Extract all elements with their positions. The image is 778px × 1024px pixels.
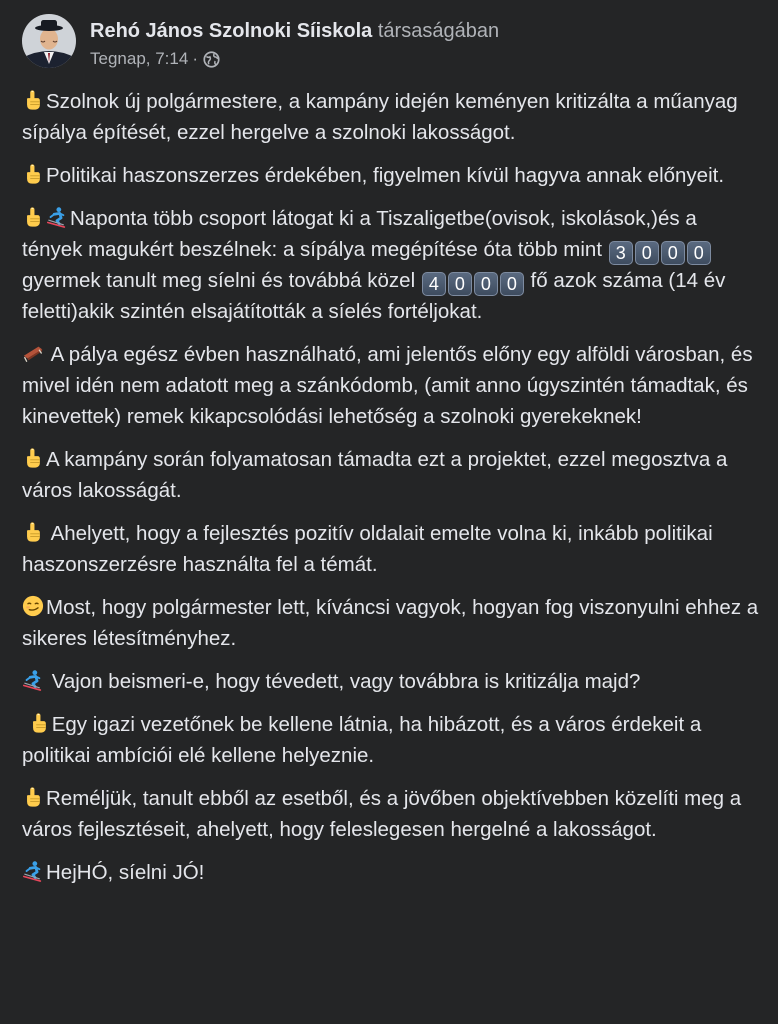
- pointing-up-emoji: [22, 206, 44, 228]
- keycap-digit: 3: [609, 241, 633, 265]
- pointing-up-emoji: [22, 163, 44, 185]
- post-meta: [90, 48, 220, 70]
- post-paragraph: [22, 86, 762, 148]
- author-context: társaságában: [377, 20, 500, 42]
- paragraph-text: Reméljük, tanult ebből az esetből, és a jövőben objektívebben közelíti meg a város fejlesztéseit, ahelyett, hogy feleslegesen hergelné a lakosságot.: [22, 787, 742, 841]
- keycap-digit: 0: [448, 272, 472, 296]
- keycap-digit: 0: [635, 241, 659, 265]
- skier-emoji: [22, 860, 44, 882]
- pointing-up-emoji: [22, 447, 44, 469]
- sled-emoji: [22, 342, 44, 364]
- paragraph-text: Egy igazi vezetőnek be kellene látnia, ha hibázott, és a város érdekeit a politikai ambíciói elé kellene helyeznie.: [22, 713, 702, 767]
- paragraph-text: Naponta több csoport látogat ki a Tiszaligetbe(ovisok, iskolások,)és a tények magukért beszélnek: a sípálya megépítése óta több mint: [22, 207, 697, 261]
- post-header: [22, 14, 758, 74]
- paragraph-text: A pálya egész évben használható, ami jelentős előny egy alföldi városban, és mivel idén nem adatott meg a szánkódomb, (amit anno úgyszintén támadtak, és kinevettek) remek kikapcsolódási lehetőség a szolnoki gyerekeknek!: [22, 343, 753, 428]
- paragraph-text: Politikai haszonszerzes érdekében, figyelmen kívül hagyva annak előnyeit.: [46, 164, 725, 187]
- meta-separator: ·: [192, 49, 198, 68]
- paragraph-text: Most, hogy polgármester lett, kíváncsi vagyok, hogyan fog viszonyulni ehhez a sikeres létesítményhez.: [22, 596, 759, 650]
- author-line: [90, 18, 499, 44]
- post-paragraph: [22, 857, 762, 888]
- paragraph-text: A kampány során folyamatosan támadta ezt a projektet, ezzel megosztva a város lakosságát.: [22, 448, 728, 502]
- keycap-digit: 0: [661, 241, 685, 265]
- paragraph-text: HejHÓ, síelni JÓ!: [46, 861, 205, 884]
- pointing-up-emoji: [22, 89, 44, 111]
- paragraph-text: Szolnok új polgármestere, a kampány idején keményen kritizálta a műanyag sípálya építését, ezzel hergelve a szolnoki lakosságot.: [22, 90, 738, 144]
- avatar-image: [22, 14, 76, 68]
- post-timestamp[interactable]: Tegnap, 7:14: [90, 49, 189, 68]
- post-paragraph: [22, 339, 762, 432]
- skier-emoji: [22, 669, 44, 691]
- keycap-digit: 0: [474, 272, 498, 296]
- pointing-up-emoji: [28, 712, 50, 734]
- pointing-up-emoji: [22, 521, 44, 543]
- paragraph-text: fő azok száma (14 év feletti)akik szintén elsajátították a síelés fortéljokat.: [22, 269, 726, 323]
- smirking-face-emoji: [22, 595, 44, 617]
- skier-emoji: [46, 206, 68, 228]
- author-name[interactable]: Rehó János Szolnoki Síiskola: [90, 20, 373, 42]
- avatar[interactable]: [22, 14, 76, 68]
- pointing-up-emoji: [22, 786, 44, 808]
- post-paragraph: [22, 709, 762, 771]
- paragraph-text: Ahelyett, hogy a fejlesztés pozitív oldalait emelte volna ki, inkább politikai haszonszerzésre használta fel a témát.: [22, 522, 713, 576]
- paragraph-text: Vajon beismeri-e, hogy tévedett, vagy továbbra is kritizálja majd?: [46, 670, 641, 693]
- paragraph-text: gyermek tanult meg síelni és továbbá közel: [22, 269, 421, 292]
- keycap-digit: 4: [422, 272, 446, 296]
- keycap-digit: 0: [687, 241, 711, 265]
- post-paragraph: [22, 666, 762, 697]
- post-paragraph: [22, 160, 762, 191]
- post-paragraph: [22, 203, 762, 327]
- post-paragraph: [22, 783, 762, 845]
- post-body: [22, 86, 762, 900]
- post-paragraph: [22, 444, 762, 506]
- globe-icon[interactable]: [203, 51, 220, 68]
- post-paragraph: [22, 592, 762, 654]
- keycap-digit: 0: [500, 272, 524, 296]
- post-paragraph: [22, 518, 762, 580]
